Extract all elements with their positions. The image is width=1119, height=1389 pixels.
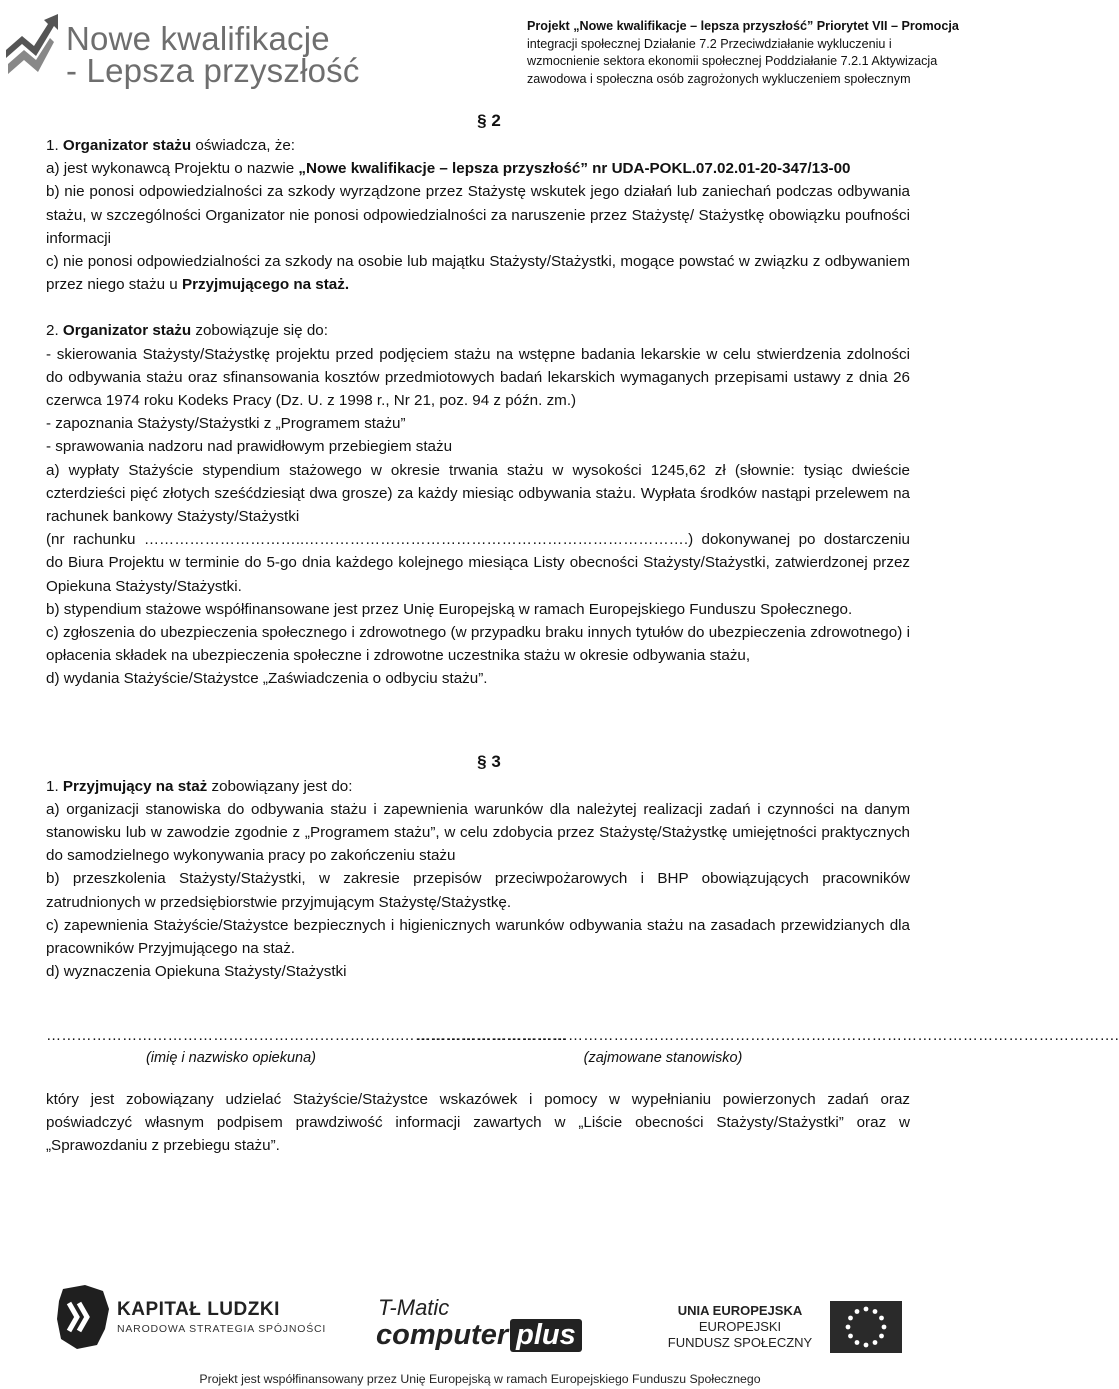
organizer-label: Organizator stażu bbox=[62, 322, 192, 340]
signature-caption: (imię i nazwisko opiekuna) bbox=[145, 1049, 317, 1066]
logo-title-line2: - Lepsza przyszłość bbox=[66, 52, 360, 89]
page-header bbox=[0, 0, 960, 100]
computerplus-name bbox=[376, 1319, 582, 1352]
host-label: Przyjmującego na staż. bbox=[181, 276, 350, 294]
section-title: § 2 bbox=[477, 111, 501, 130]
clause-2-item: - skierowania Stażysty/Stażystkę projektu przed podjęciem stażu na wstępne badania lekarskie w celu stwierdzenia zdolności do odbywania stażu oraz sfinansowania kosztów przedmiotowych badań lekarskich wymaganych przepisami ustawy z dnia 26 czerwca 1974 roku Kodeks Pracy (Dz. U. z 1998 r., Nr 21, poz. 94 z późn. zm.) bbox=[46, 345, 910, 410]
clause-text: c) nie ponosi odpowiedzialności za szkody na osobie lub majątku Stażysty/Stażystki, mogące powstać w związku z odbywaniem przez niego stażu u bbox=[46, 253, 910, 294]
supervisor-name-field[interactable] bbox=[46, 1024, 567, 1070]
section-title: § 3 bbox=[477, 751, 501, 771]
clause-2a: a) wypłaty Stażyście stypendium stażowego w okresie trwania stażu w wysokości 1245,62 zł (słownie: tysiąc dwieście czterdzieści pięć złotych sześćdziesiąt dwa grosze) za każdy miesiąc odbywania stażu. Wypłata środków nastąpi przelewem na rachunek bankowy Stażysty/Stażystki bbox=[46, 461, 910, 526]
clause-2b: b) stypendium stażowe współfinansowane jest przez Unię Europejską w ramach Europejskiego Funduszu Społecznego. bbox=[46, 600, 853, 618]
plus-word: plus bbox=[510, 1319, 582, 1352]
clause-3-1 bbox=[46, 775, 910, 798]
signature-line: …………………………………………………………….…………………………… bbox=[46, 1026, 567, 1044]
tmatic-logo bbox=[376, 1295, 596, 1355]
kl-subtitle: NARODOWA STRATEGIA SPÓJNOŚCI bbox=[117, 1323, 327, 1335]
host-label: Przyjmujący na staż bbox=[62, 777, 208, 795]
closing-clause: który jest zobowiązany udzielać Stażyście/Stażystce wskazówek i pomocy w wypełnianiu powierzonych zadań oraz poświadczyć własnym podpisem prawdziwość informacji zawartych w „Liście obecności Stażysty/Stażystki” oraz w „Sprawozdaniu z przebiegu stażu”. bbox=[46, 1090, 910, 1155]
eu-logo bbox=[660, 1303, 910, 1363]
cofinancing-note: Projekt jest współfinansowany przez Unię Europejską w ramach Europejskiego Funduszu Społecznego bbox=[199, 1372, 761, 1386]
computer-word: computer bbox=[376, 1319, 509, 1351]
clause-number: 1. bbox=[46, 777, 63, 795]
clause-text: oświadcza, że: bbox=[191, 137, 296, 154]
arrow-logo-icon bbox=[4, 2, 64, 88]
project-info-line: Projekt „Nowe kwalifikacje – lepsza przyszłość” Priorytet VII – Promocja bbox=[527, 19, 959, 33]
clause-2c: c) zgłoszenia do ubezpieczenia społecznego i zdrowotnego (w przypadku braku innych tytułów do ubezpieczenia zdrowotnego) i opłacenia składek na ubezpieczenia społeczne i zdrowotne uczestnika stażu w okresie odbywania stażu, bbox=[46, 624, 910, 665]
clause-2-item: - sprawowania nadzoru nad prawidłowym przebiegiem stażu bbox=[46, 438, 453, 456]
project-info-block bbox=[527, 18, 959, 88]
eu-flag-icon bbox=[830, 1301, 902, 1353]
project-info-line: zawodowa i społeczna osób zagrożonych wykluczeniem społecznym bbox=[527, 71, 911, 86]
project-info-line: wzmocnienie sektora ekonomii społecznej Poddziałanie 7.2.1 Aktywizacja bbox=[527, 54, 938, 68]
clause-3c: c) zapewnienia Stażyście/Stażystce bezpiecznych i higienicznych warunków odbywania stażu na zasadach przewidzianych dla pracowników Przyjmującego na staż. bbox=[46, 916, 910, 958]
clause-3b: b) przeszkolenia Stażysty/Stażystki, w zakresie przepisów przeciwpożarowych i BHP obowiązujących pracowników zatrudnionych w przedsiębiorstwie przyjmującym Stażystę/Stażystkę. bbox=[46, 870, 910, 911]
clause-1 bbox=[46, 134, 910, 157]
kl-title: KAPITAŁ LUDZKI bbox=[117, 1299, 280, 1320]
clause-1a bbox=[46, 157, 910, 180]
project-info-line: integracji społecznej Działanie 7.2 Przeciwdziałanie wykluczeniu i bbox=[527, 36, 892, 51]
project-name: „Nowe kwalifikacje – lepsza przyszłość” nr UDA-POKL.07.02.01-20-347/13-00 bbox=[298, 160, 851, 178]
clause-text: zobowiązany jest do: bbox=[207, 777, 353, 795]
kapital-ludzki-logo bbox=[55, 1283, 327, 1343]
clause-1c bbox=[46, 250, 910, 296]
clause-2a-account: (nr rachunku …………………………..………………………………………………………………….) dokonywanej po dostarczeniu do Biura Projektu w terminie do 5-go dnia każdego kolejnego miesiąca Listy obecności Stażysty/Stażystki, zatwierdzonej przez Opiekuna Stażysty/Stażystki. bbox=[46, 531, 910, 595]
signature-caption: (zajmowane stanowisko) bbox=[583, 1049, 743, 1066]
clause-3d: d) wyznaczenia Opiekuna Stażysty/Stażystki bbox=[46, 963, 347, 981]
clause-number: 1. bbox=[46, 137, 63, 154]
eu-line: UNIA EUROPEJSKA bbox=[677, 1303, 803, 1318]
signature-line: …………………………………………………………………………………………………………………………. bbox=[416, 1026, 1119, 1044]
clause-2-item: - zapoznania Stażysty/Stażystki z „Programem stażu” bbox=[46, 415, 406, 433]
signature-fields bbox=[46, 1024, 1119, 1070]
organizer-label: Organizator stażu bbox=[62, 137, 192, 154]
page-footer bbox=[0, 1275, 960, 1389]
clause-2d: d) wydania Stażyście/Stażystce „Zaświadczenia o odbyciu stażu”. bbox=[46, 670, 488, 688]
tmatic-name: T-Matic bbox=[378, 1295, 450, 1320]
clause-number: 2. bbox=[46, 322, 63, 340]
clause-2 bbox=[46, 319, 910, 342]
clause-1b: b) nie ponosi odpowiedzialności za szkody wyrządzone przez Stażystę wskutek jego działań lub zaniechań podczas odbywania stażu, w szczególności Organizator nie ponosi odpowiedzialności za naruszenie przez Stażystę/ Stażystkę obowiązku poufności informacji bbox=[46, 183, 910, 247]
document-body bbox=[46, 108, 1119, 1158]
clause-3a: a) organizacji stanowiska do odbywania stażu i zapewnienia warunków dla należytej realizacji zadań i czynności na danym stanowisku lub w zawodzie zgodnie z „Programem stażu”, w celu zdobycia przez Stażystę/Stażystkę umiejętności praktycznych do samodzielnego wykonywania pracy po zakończeniu stażu bbox=[46, 800, 910, 865]
eu-line: EUROPEJSKI bbox=[698, 1319, 782, 1334]
eu-line: FUNDUSZ SPOŁECZNY bbox=[667, 1335, 813, 1350]
clause-text: a) jest wykonawcą Projektu o nazwie bbox=[46, 160, 299, 178]
project-logo bbox=[4, 2, 360, 89]
supervisor-position-field[interactable] bbox=[416, 1024, 1119, 1070]
poland-map-icon bbox=[55, 1283, 111, 1353]
logo-title-line1: Nowe kwalifikacje bbox=[66, 20, 330, 57]
clause-text: zobowiązuje się do: bbox=[191, 322, 328, 340]
eu-text bbox=[660, 1303, 820, 1351]
